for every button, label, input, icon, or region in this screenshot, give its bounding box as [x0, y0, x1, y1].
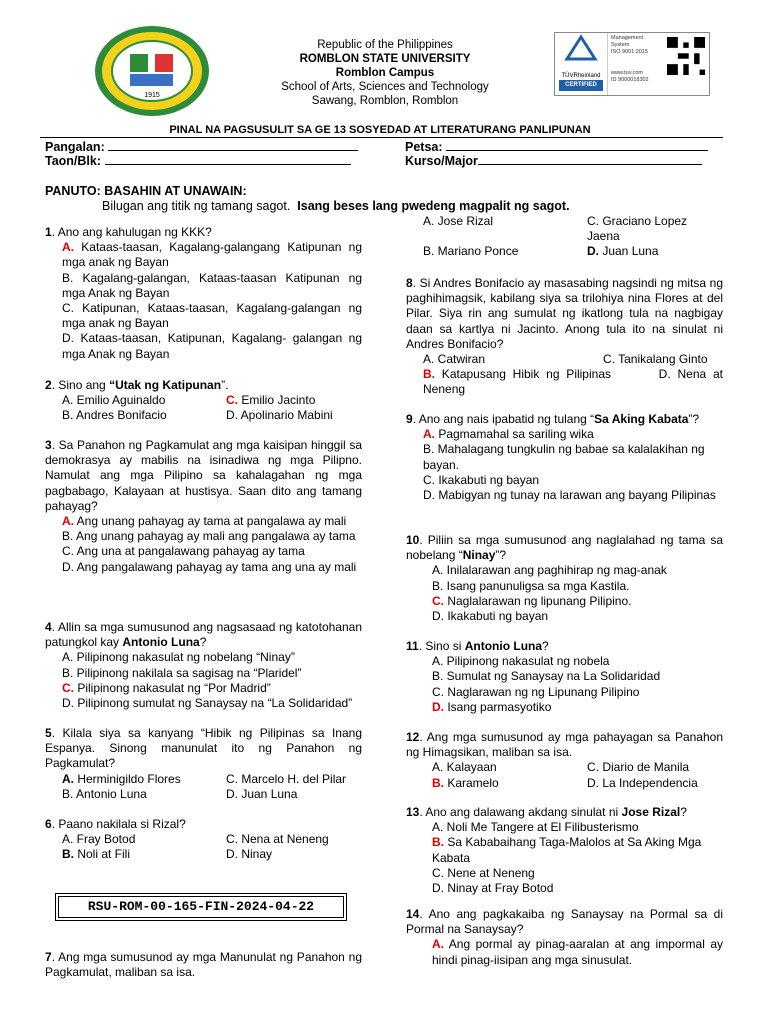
- q4-option-c[interactable]: [45, 681, 362, 696]
- q6-option-c[interactable]: C. Nena at Neneng: [226, 832, 329, 847]
- q12-option-b[interactable]: [432, 776, 587, 791]
- q13-option-d[interactable]: D. Ninay at Fray Botod: [432, 881, 554, 896]
- q13-text-b: Jose Rizal: [621, 805, 681, 819]
- q12-option-d[interactable]: D. La Independencia: [587, 775, 698, 790]
- q12-number: 12: [406, 730, 420, 744]
- header-school: School of Arts, Sciences and Technology: [281, 81, 489, 93]
- q2-c-text: Emilio Jacinto: [238, 393, 316, 408]
- document-code-box: RSU-ROM-00-165-FIN-2024-04-22: [55, 893, 347, 921]
- q14-option-a[interactable]: [406, 937, 723, 967]
- q3-a-letter: A.: [62, 514, 74, 529]
- q8-b-letter: B.: [423, 367, 435, 382]
- q9-a-text: Pagmamahal sa sariling wika: [435, 427, 594, 442]
- q10-option-c[interactable]: [406, 594, 723, 609]
- q8-option-b[interactable]: [406, 367, 723, 397]
- tuv-logo: [555, 33, 608, 95]
- q10-text-b: Ninay: [462, 548, 496, 563]
- q4-c-text: Pilipinong nakasulat ng “Por Madrid”: [74, 680, 271, 695]
- cert-line-4: www.tuv.com: [611, 70, 643, 76]
- q13-text-c: ?: [680, 805, 687, 819]
- q8-number: 8: [406, 276, 413, 290]
- header-university: ROMBLON STATE UNIVERSITY: [299, 53, 471, 65]
- q11-option-c[interactable]: C. Naglarawan ng ng Lipunang Pilipino: [432, 684, 640, 699]
- q11-text-c: ?: [542, 639, 549, 653]
- q9-option-c[interactable]: C. Ikakabuti ng bayan: [423, 472, 540, 487]
- question-5: [45, 726, 362, 802]
- name-line[interactable]: [108, 139, 358, 151]
- instructions-text-a: Bilugan ang titik ng tamang sagot.: [102, 199, 291, 213]
- q9-text-a: . Ano ang nais ipabatid ng tulang “: [412, 412, 595, 426]
- instructions-text: [102, 199, 570, 213]
- date-line[interactable]: [446, 139, 708, 151]
- q5-option-b[interactable]: B. Antonio Luna: [62, 786, 147, 801]
- q4-text-b: Antonio Luna: [122, 635, 200, 650]
- question-1: [45, 225, 362, 362]
- q6-b-letter: B.: [62, 847, 74, 862]
- q13-option-a[interactable]: A. Noli Me Tangere at El Filibusterismo: [432, 820, 639, 835]
- q13-number: 13: [406, 805, 420, 819]
- q13-b-text: Sa Kababaihang Taga-Malolos at Sa Aking Mga Kabata: [432, 835, 702, 865]
- q5-number: 5: [45, 726, 52, 740]
- name-field[interactable]: [45, 139, 358, 154]
- q3-option-b[interactable]: B. Ang unang pahayag ay mali ang pangalawa ay tama: [62, 529, 356, 544]
- q7-option-d[interactable]: [587, 244, 658, 259]
- exam-title: PINAL NA PAGSUSULIT SA GE 13 SOSYEDAD AT LITERATURANG PANLIPUNAN: [169, 124, 591, 136]
- q7-d-text: Juan Luna: [599, 244, 659, 259]
- q14-text: . Ano ang pagkakaiba ng Sanaysay na Pormal sa di Pormal na Sanaysay?: [406, 907, 723, 937]
- q9-number: 9: [406, 412, 413, 426]
- q9-a-letter: A.: [423, 427, 435, 442]
- q10-c-text: Naglalarawan ng lipunang Pilipino.: [444, 593, 632, 608]
- q4-c-letter: C.: [62, 680, 74, 695]
- q2-option-c[interactable]: [226, 393, 315, 408]
- q5-option-a[interactable]: [62, 772, 226, 787]
- qr-code-icon: [663, 33, 709, 95]
- question-7-options: [406, 214, 723, 260]
- q9-option-d[interactable]: D. Mabigyan ng tunay na larawan ang bayang Pilipinas: [423, 488, 716, 503]
- q2-c-letter: C.: [226, 393, 238, 408]
- university-seal-logo: [93, 24, 211, 118]
- question-6: [45, 817, 362, 863]
- q4-option-b[interactable]: B. Pilipinong nakilala sa sagisag na “Plaridel”: [62, 665, 302, 680]
- question-4: [45, 620, 362, 711]
- q9-text-c: ”?: [688, 412, 700, 426]
- q10-text-c: ”?: [495, 548, 507, 563]
- q6-text: . Paano nakilala si Rizal?: [51, 817, 186, 831]
- q1-option-a[interactable]: [45, 240, 362, 270]
- q8-text: . Si Andres Bonifacio ay masasabing nagsindi ng mitsa ng paghihimagsik, kabilang siya sa trilohiya nina Flores at del Pilar. Siya rin ang sumulat ng ikatlong tula na nagbigay daan sa kartlya ni Jacinto. Anong tula ito na sinulat ni Andres Bonifacio?: [406, 276, 723, 351]
- q6-b-text: Noli at Fili: [74, 847, 131, 862]
- question-9: [406, 412, 723, 503]
- q11-d-letter: D.: [432, 699, 444, 714]
- q11-option-d[interactable]: [406, 700, 723, 715]
- q12-b-letter: B.: [432, 775, 444, 790]
- q4-option-d[interactable]: D. Pilipinong sumulat ng Sanaysay na “La Solidaridad”: [62, 696, 353, 711]
- letterhead: [240, 38, 530, 108]
- q11-option-b[interactable]: B. Sumulat ng Sanaysay na La Solidaridad: [432, 669, 661, 684]
- header-republic: Republic of the Philippines: [317, 39, 453, 51]
- q4-text-a: . Allin sa mga sumusunod ang nagsasaad ng katotohanan patungkol kay: [45, 620, 362, 650]
- q1-number: 1: [45, 225, 52, 239]
- q13-option-b[interactable]: [406, 835, 723, 865]
- date-field[interactable]: [405, 139, 708, 154]
- q5-text: . Kilala siya sa kanyang “Hibik ng Pilipinas sa Inang Espanya. Sinong manunulat ito ng Panahon ng Pagkamulat?: [45, 726, 362, 771]
- q3-option-c[interactable]: C. Ang una at pangalawang pahayag ay tama: [62, 544, 305, 559]
- q12-option-c[interactable]: C. Diario de Manila: [587, 760, 690, 775]
- q13-text-a: . Ano ang dalawang akdang sinulat ni: [419, 805, 622, 819]
- question-11: [406, 639, 723, 715]
- cert-line-2: System: [611, 42, 630, 48]
- q9-option-a[interactable]: [406, 427, 723, 442]
- q2-option-b[interactable]: B. Andres Bonifacio: [62, 408, 167, 423]
- q11-number: 11: [406, 639, 419, 653]
- course-line[interactable]: [478, 153, 702, 165]
- q10-number: 10: [406, 533, 420, 547]
- q8-option-a[interactable]: A. Catwiran: [423, 352, 486, 367]
- q14-number: 14: [406, 907, 420, 921]
- q1-a-letter: A.: [62, 240, 74, 255]
- q4-text-c: ?: [199, 635, 207, 650]
- iso-certification-badge: [554, 32, 710, 96]
- q2-number: 2: [45, 378, 52, 392]
- q1-option-c[interactable]: C. Katipunan, Kataas-taasan, Kagalang-galangan ng mga anak ng Bayan: [62, 301, 362, 331]
- q10-option-d[interactable]: D. Ikakabuti ng bayan: [432, 609, 549, 624]
- q3-text: . Sa Panahon ng Pagkamulat ang mga kaisipan hinggil sa demokrasya ay mabilis na isinadiwa ng mga Pilipno. Namulat ang mga Pilipino sa kahalagahan ng mga pagbabago, Kalayaan at hustisya. Saan dito ang tamang pahayag?: [45, 438, 362, 513]
- q12-b-text: Karamelo: [444, 775, 499, 790]
- q12-option-a[interactable]: A. Kalayaan: [432, 760, 497, 775]
- q2-option-d[interactable]: D. Apolinario Mabini: [226, 408, 333, 423]
- q14-a-text: Ang pormal ay pinag-aaralan at ang impormal ay hindi pinag-iisipan ang mga sinusulat.: [432, 937, 723, 967]
- name-label: Pangalan:: [45, 140, 105, 154]
- q2-text-a: . Sino ang: [51, 378, 110, 392]
- cert-line-5: ID 9000018302: [611, 77, 649, 83]
- course-field[interactable]: [405, 153, 702, 168]
- q11-text-a: . Sino si: [418, 639, 465, 653]
- q2-text-c: ”.: [221, 378, 229, 392]
- q3-a-text: Ang unang pahayag ay tama at pangalawa ay mali: [74, 514, 347, 529]
- instructions-title: PANUTO: BASAHIN AT UNAWAIN:: [45, 184, 247, 198]
- title-divider: [40, 137, 723, 138]
- q7-d-letter: D.: [587, 244, 599, 259]
- q7-text: . Ang mga sumusunod ay mga Manunulat ng Panahon ng Pagkamulat, maliban sa isa.: [45, 950, 362, 980]
- tuv-triangle-icon: [555, 33, 607, 63]
- q5-a-text: Herminigildo Flores: [74, 771, 181, 786]
- q5-a-letter: A.: [62, 771, 74, 786]
- q8-option-c[interactable]: C. Tanikalang Ginto: [603, 352, 708, 367]
- q2-text-b: “Utak ng Katipunan: [109, 378, 222, 392]
- q8-b-text: Katapusang Hibik ng Pilipinas: [435, 367, 611, 382]
- cert-info: [608, 33, 663, 95]
- year-block-line[interactable]: [105, 153, 351, 165]
- course-label: Kurso/Major: [405, 154, 478, 168]
- q7-number: 7: [45, 950, 52, 964]
- question-3: [45, 438, 362, 575]
- q9-option-b[interactable]: B. Mahalagang tungkulin ng babae sa kalalakihan ng bayan.: [423, 442, 705, 472]
- q10-option-a[interactable]: A. Inilalarawan ang paghihirap ng mag-anak: [432, 563, 667, 578]
- question-10: [406, 533, 723, 624]
- question-14: [406, 907, 723, 968]
- year-block-label: Taon/Blk:: [45, 154, 102, 168]
- q3-option-d[interactable]: D. Ang pangalawang pahayag ay tama ang una ay mali: [62, 559, 357, 574]
- header-address: Sawang, Romblon, Romblon: [311, 95, 459, 107]
- q11-text-b: Antonio Luna: [464, 639, 543, 653]
- q7-option-c[interactable]: C. Graciano Lopez Jaena: [587, 214, 688, 244]
- tuv-certified: CERTIFIED: [559, 80, 603, 91]
- q2-option-a[interactable]: A. Emilio Aguinaldo: [62, 393, 166, 408]
- q10-c-letter: C.: [432, 593, 444, 608]
- q14-a-letter: A.: [432, 937, 444, 952]
- q3-number: 3: [45, 438, 52, 452]
- question-7: [45, 950, 362, 980]
- tuv-brand: TÜVRheinland: [561, 73, 601, 79]
- logo-year: 1915: [144, 92, 160, 99]
- q6-number: 6: [45, 817, 52, 831]
- question-2: [45, 378, 362, 424]
- q7-option-a[interactable]: A. Jose Rizal: [423, 214, 494, 228]
- q1-text: . Ano ang kahulugan ng KKK?: [51, 225, 212, 239]
- q4-option-a[interactable]: A. Pilipinong nakasulat ng nobelang “Ninay”: [62, 650, 295, 665]
- q11-option-a[interactable]: A. Pilipinong nakasulat ng nobela: [432, 654, 610, 669]
- question-13: [406, 805, 723, 896]
- year-block-field[interactable]: [45, 153, 351, 168]
- q12-text: . Ang mga sumusunod ay mga pahayagan sa Panahon ng Himagsikan, maliban sa isa.: [406, 730, 723, 760]
- cert-line-1: Management: [611, 35, 644, 41]
- q11-d-text: Isang parmasyotiko: [444, 699, 552, 714]
- header-campus: Romblon Campus: [335, 67, 435, 79]
- q10-option-b[interactable]: B. Isang panunuligsa sa mga Kastila.: [432, 578, 630, 593]
- question-8: [406, 276, 723, 398]
- cert-line-3: ISO 9001:2015: [611, 49, 649, 55]
- q10-text-a: . Piliin sa mga sumusunod ang naglalahad ng tama sa nobelang “: [406, 533, 723, 563]
- date-label: Petsa:: [405, 140, 443, 154]
- q1-option-b[interactable]: B. Kagalang-galangan, Kataas-taasan Katipunan ng mga Anak ng Bayan: [62, 270, 362, 300]
- q1-a-text: Kataas-taasan, Kagalang-galangang Katipunan ng mga anak ng Bayan: [62, 240, 362, 270]
- q5-option-c[interactable]: C. Marcelo H. del Pilar: [226, 771, 347, 786]
- q13-option-c[interactable]: C. Nene at Neneng: [432, 865, 535, 880]
- question-12: [406, 730, 723, 791]
- q4-number: 4: [45, 620, 52, 634]
- q13-b-letter: B.: [432, 835, 444, 850]
- q9-text-b: Sa Aking Kabata: [594, 412, 689, 426]
- q3-option-a[interactable]: [45, 514, 362, 529]
- q8-option-d[interactable]: D. Nena at Neneng: [423, 367, 723, 397]
- q6-option-d[interactable]: D. Ninay: [226, 847, 273, 862]
- instructions-text-b: Isang beses lang pwedeng magpalit ng sagot.: [297, 199, 570, 213]
- q1-option-d[interactable]: D. Kataas-taasan, Katipunan, Kagalang- galangan ng mga Anak ng Bayan: [62, 331, 362, 361]
- q6-option-b[interactable]: [62, 847, 226, 862]
- q5-option-d[interactable]: D. Juan Luna: [226, 786, 298, 801]
- q7-option-b[interactable]: B. Mariano Ponce: [423, 244, 519, 259]
- q6-option-a[interactable]: A. Fray Botod: [62, 832, 136, 847]
